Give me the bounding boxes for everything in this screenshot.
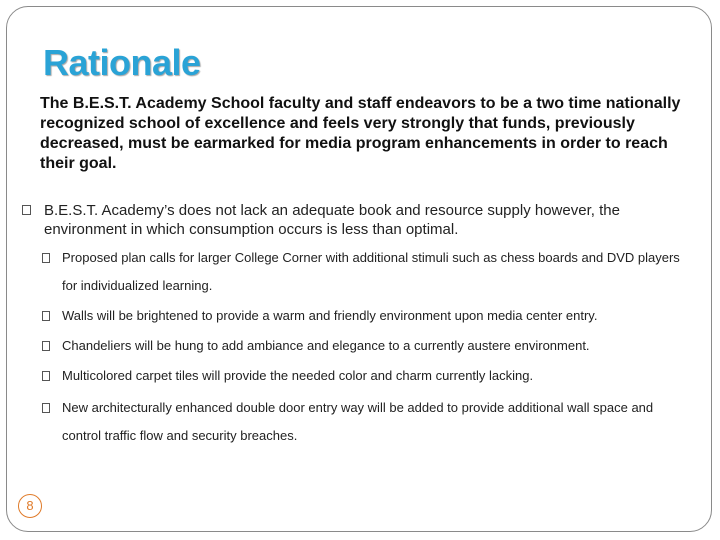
sub-bullet-door-entry [42,394,682,450]
checkbox-bullet-icon [42,311,50,321]
sub-bullet-text: Multicolored carpet tiles will provide the needed color and charm currently lacking. [62,368,534,383]
main-bullet [22,201,682,239]
checkbox-bullet-icon [22,205,31,215]
checkbox-bullet-icon [42,253,50,263]
checkbox-bullet-icon [42,371,50,381]
main-bullet-text: B.E.S.T. Academy’s does not lack an adequate book and resource supply however, the environment in which consumption occurs is less than optimal. [44,202,620,238]
sub-bullet-walls [42,302,682,330]
slide-title: Rationale [43,42,201,83]
checkbox-bullet-icon [42,341,50,351]
sub-bullet-text: New architecturally enhanced double door entry way will be added to provide additional wall space and control traffic flow and security breaches. [62,400,654,443]
sub-bullet-chandeliers [42,332,682,360]
checkbox-bullet-icon [42,403,50,413]
sub-bullet-text: Chandeliers will be hung to add ambiance and elegance to a currently austere environment. [62,338,590,353]
sub-bullet-text: Walls will be brightened to provide a warm and friendly environment upon media center entry. [62,308,598,323]
sub-bullet-text: Proposed plan calls for larger College Corner with additional stimuli such as chess boards and DVD players for individualized learning. [62,250,680,293]
page-number-badge: 8 [18,494,42,518]
intro-paragraph: The B.E.S.T. Academy School faculty and staff endeavors to be a two time nationally recognized school of excellence and feels very strongly that funds, previously decreased, must be earmarked for media program enhancements in order to reach their goal. [40,95,681,172]
sub-bullet-carpet [42,362,682,390]
sub-bullet-college-corner [42,244,682,300]
